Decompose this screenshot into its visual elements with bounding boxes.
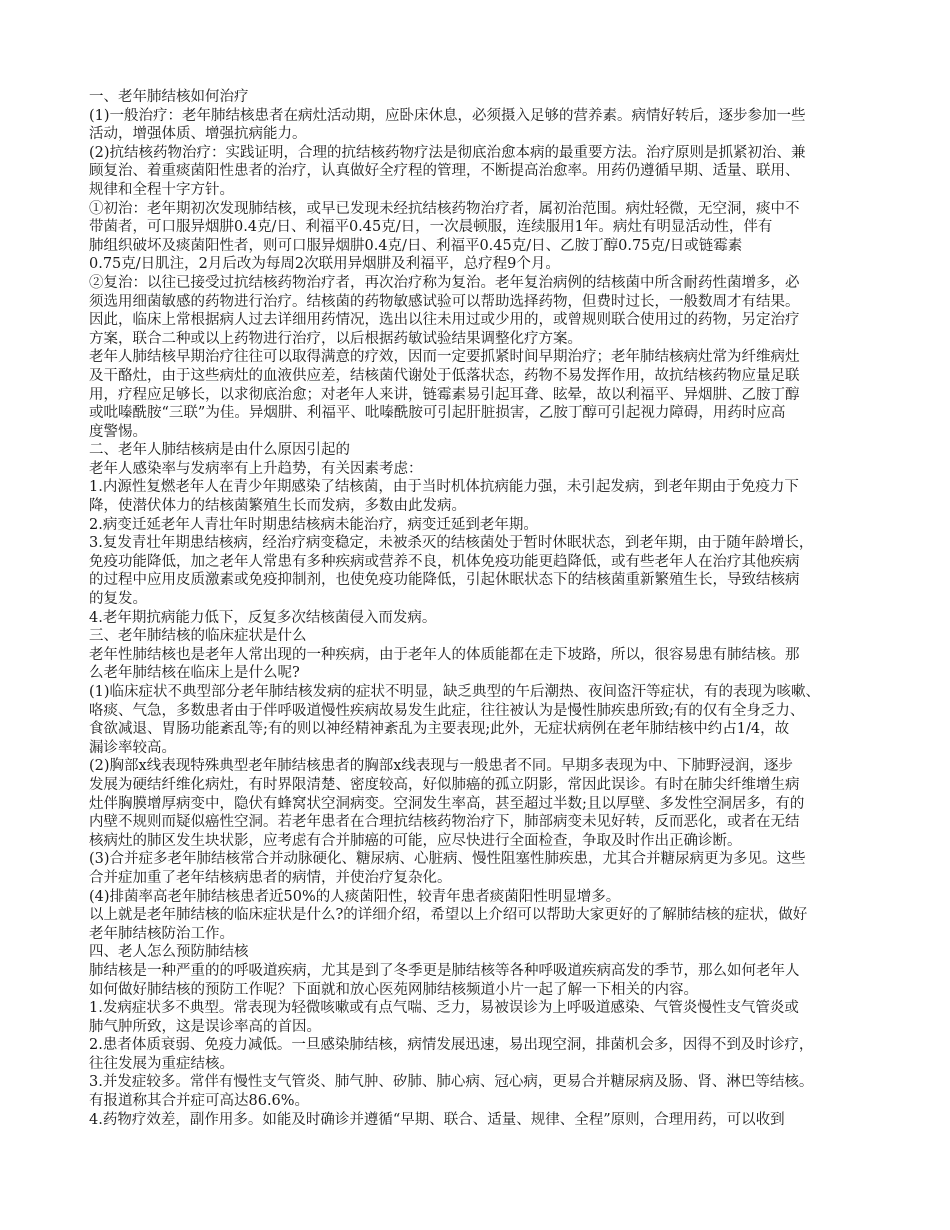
text-line: 4.药物疗效差，副作用多。如能及时确诊并遵循“早期、联合、适量、规律、全程”原则，合理用药，可以收到 <box>89 1111 785 1128</box>
text-line: 须选用细菌敏感的药物进行治疗。结核菌的药物敏感试验可以帮助选择药物，但费时过长，一般数周才有结果。 <box>89 293 800 310</box>
text-line: 漏诊率较高。 <box>89 739 176 756</box>
text-line: 及干酪灶，由于这些病灶的血液供应差，结核菌代谢处于低落状态，药物不易发挥作用，故抗结核药物应量足联 <box>89 367 800 384</box>
text-line: (2)抗结核药物治疗：实践证明，合理的抗结核药物疗法是彻底治愈本病的最重要方法。治疗原则是抓紧初治、兼 <box>89 144 806 161</box>
text-line: 免疫功能降低，加之老年人常患有多种疾病或营养不良，机体免疫功能更趋降低，或有些老年人在治疗其他疾病 <box>89 553 800 570</box>
text-line: 内壁不规则而疑似癌性空洞。若老年患者在合理抗结核药物治疗下，肺部病变未见好转，反而恶化，或者在无结 <box>89 814 800 831</box>
text-line: (2)胸部x线表现特殊典型老年肺结核患者的胸部x线表现与一般患者不同。早期多表现为中、下肺野浸润，逐步 <box>89 758 793 775</box>
article-body <box>89 88 884 1129</box>
text-line: 一、老年肺结核如何治疗 <box>89 89 249 105</box>
text-line: 二、老年人肺结核病是由什么原因引起的 <box>89 442 350 459</box>
text-line: 肺气肿所致，这是误诊率高的首因。 <box>89 1018 321 1035</box>
text-line: 的过程中应用皮质激素或免疫抑制剂，也使免疫功能降低，引起休眠状态下的结核菌重新繁殖生长，导致结核病 <box>89 572 800 589</box>
text-line: 4.老年期抗病能力低下，反复多次结核菌侵入而发病。 <box>89 609 437 626</box>
text-line: 1.内源性复燃老年人在青少年期感染了结核菌，由于当时机体抗病能力强，未引起发病，到老年期由于免疫力下 <box>89 479 799 496</box>
text-line: 发展为硬结纤维化病灶，有时界限清楚、密度较高，好似肺癌的孤立阴影，常因此误诊。有时在肺尖纤维增生病 <box>89 776 800 793</box>
text-line: ②复治：以往已接受过抗结核药物治疗者，再次治疗称为复治。老年复治病例的结核菌中所含耐药性菌增多，必 <box>89 274 800 291</box>
text-line: 往往发展为重症结核。 <box>89 1055 234 1072</box>
text-line: 因此，临床上常根据病人过去详细用药情况，选出以往未用过或少用的，或曾规则联合使用过的药物，另定治疗 <box>89 312 800 329</box>
text-line: 规律和全程十字方针。 <box>89 181 234 198</box>
text-line: 核病灶的肺区发生块状影，应考虑有合并肺癌的可能，应尽快进行全面检查，争取及时作出正确诊断。 <box>89 832 742 849</box>
text-line: 四、老人怎么预防肺结核 <box>89 944 249 961</box>
text-line: 合并症加重了老年结核病患者的病情，并使治疗复杂化。 <box>89 869 452 886</box>
text-line: 肺结核是一种严重的的呼吸道疾病，尤其是到了冬季更是肺结核等各种呼吸道疾病高发的季节，那么如何老年人 <box>89 962 800 979</box>
text-line: 用，疗程应足够长，以求彻底治愈；对老年人来讲，链霉素易引起耳聋、眩晕，故以利福平、异烟肼、乙胺丁醇 <box>89 386 800 403</box>
text-line: 活动，增强体质、增强抗病能力。 <box>89 126 307 143</box>
text-line: (4)排菌率高老年肺结核患者近50%的人痰菌阳性，较青年患者痰菌阳性明显增多。 <box>89 888 621 905</box>
text-line: 带菌者，可口服异烟肼0.4克/日、利福平0.45克/日，一次晨顿服，连续服用1年。病灶有明显活动性，伴有 <box>89 219 773 236</box>
text-line: 顾复治、着重痰菌阳性患者的治疗，认真做好全疗程的管理，不断提高治愈率。用药仍遵循早期、适量、联用、 <box>89 163 800 180</box>
text-line: (1)一般治疗：老年肺结核患者在病灶活动期，应卧床休息，必须摄入足够的营养素。病情好转后，逐步参加一些 <box>89 107 806 124</box>
text-line: 0.75克/日肌注，2月后改为每周2次联用异烟肼及利福平，总疗程9个月。 <box>89 256 560 273</box>
text-line: 老年人感染率与发病率有上升趋势，有关因素考虑： <box>89 460 423 477</box>
text-line: 以上就是老年肺结核的临床症状是什么?的详细介绍，希望以上介绍可以帮助大家更好的了解肺结核的症状，做好 <box>89 907 808 924</box>
text-line: ①初治：老年期初次发现肺结核，或早已发现未经抗结核药物治疗者，属初治范围。病灶轻微，无空洞，痰中不 <box>89 200 800 217</box>
text-line: 2.病变迁延老年人青壮年时期患结核病未能治疗，病变迁延到老年期。 <box>89 516 538 533</box>
text-line: (1)临床症状不典型部分老年肺结核发病的症状不明显，缺乏典型的午后潮热、夜间盗汗等症状，有的表现为咳嗽、 <box>89 684 821 700</box>
text-line: 3.并发症较多。常伴有慢性支气管炎、肺气肿、矽肺、肺心病、冠心病，更易合并糖尿病及肠、肾、淋巴等结核。 <box>89 1074 814 1091</box>
text-line: 老年肺结核防治工作。 <box>89 925 234 942</box>
text-line: 度警惕。 <box>89 423 147 440</box>
text-line: (3)合并症多老年肺结核常合并动脉硬化、糖尿病、心脏病、慢性阻塞性肺疾患，尤其合并糖尿病更为多见。这些 <box>89 851 806 868</box>
text-line: 么老年肺结核在临床上是什么呢? <box>89 665 300 682</box>
text-line: 老年性肺结核也是老年人常出现的一种疾病，由于老年人的体质能都在走下坡路，所以，很容易患有肺结核。那 <box>89 646 800 663</box>
text-line: 老年人肺结核早期治疗往往可以取得满意的疗效，因而一定要抓紧时间早期治疗；老年肺结核病灶常为纤维病灶 <box>89 349 800 366</box>
text-line: 降，使潜伏体力的结核菌繁殖生长而发病，多数由此发病。 <box>89 498 466 515</box>
text-line: 如何做好肺结核的预防工作呢？下面就和放心医苑网肺结核频道小片一起了解一下相关的内容。 <box>89 981 698 998</box>
text-line: 灶伴胸膜增厚病变中，隐伏有蜂窝状空洞病变。空洞发生率高，甚至超过半数;且以厚壁、多发性空洞居多，有的 <box>89 795 805 812</box>
text-line: 的复发。 <box>89 591 147 608</box>
text-line: 2.患者体质衰弱、免疫力减低。一旦感染肺结核，病情发展迅速，易出现空洞，排菌机会多，因得不到及时诊疗， <box>89 1037 814 1054</box>
text-line: 3.复发青壮年期患结核病，经治疗病变稳定，未被杀灭的结核菌处于暂时休眠状态，到老年期，由于随年龄增长， <box>89 535 814 552</box>
text-line: 三、老年肺结核的临床症状是什么 <box>89 628 307 645</box>
text-line: 食欲减退、胃肠功能紊乱等;有的则以神经精神紊乱为主要表现;此外，无症状病例在老年肺结核中约占1/4，故 <box>89 721 790 738</box>
text-line: 或吡嗪酰胺“三联”为佳。异烟肼、利福平、吡嗪酰胺可引起肝脏损害，乙胺丁醇可引起视力障碍，用药时应高 <box>89 405 786 422</box>
text-line: 有报道称其合并症可高达86.6%。 <box>89 1093 310 1110</box>
text-line: 方案，联合二种或以上药物进行治疗，以后根据药敏试验结果调整化疗方案。 <box>89 330 582 347</box>
text-line: 咯痰、气急，多数患者由于伴呼吸道慢性疾病故易发生此症，往往被认为是慢性肺疾患所致;有的仅有全身乏力、 <box>89 702 805 719</box>
text-line: 1.发病症状多不典型。常表现为轻微咳嗽或有点气喘、乏力，易被误诊为上呼吸道感染、气管炎慢性支气管炎或 <box>89 1000 799 1017</box>
text-line: 肺组织破坏及痰菌阳性者，则可口服异烟肼0.4克/日、利福平0.45克/日、乙胺丁醇0.75克/日或链霉素 <box>89 237 743 254</box>
